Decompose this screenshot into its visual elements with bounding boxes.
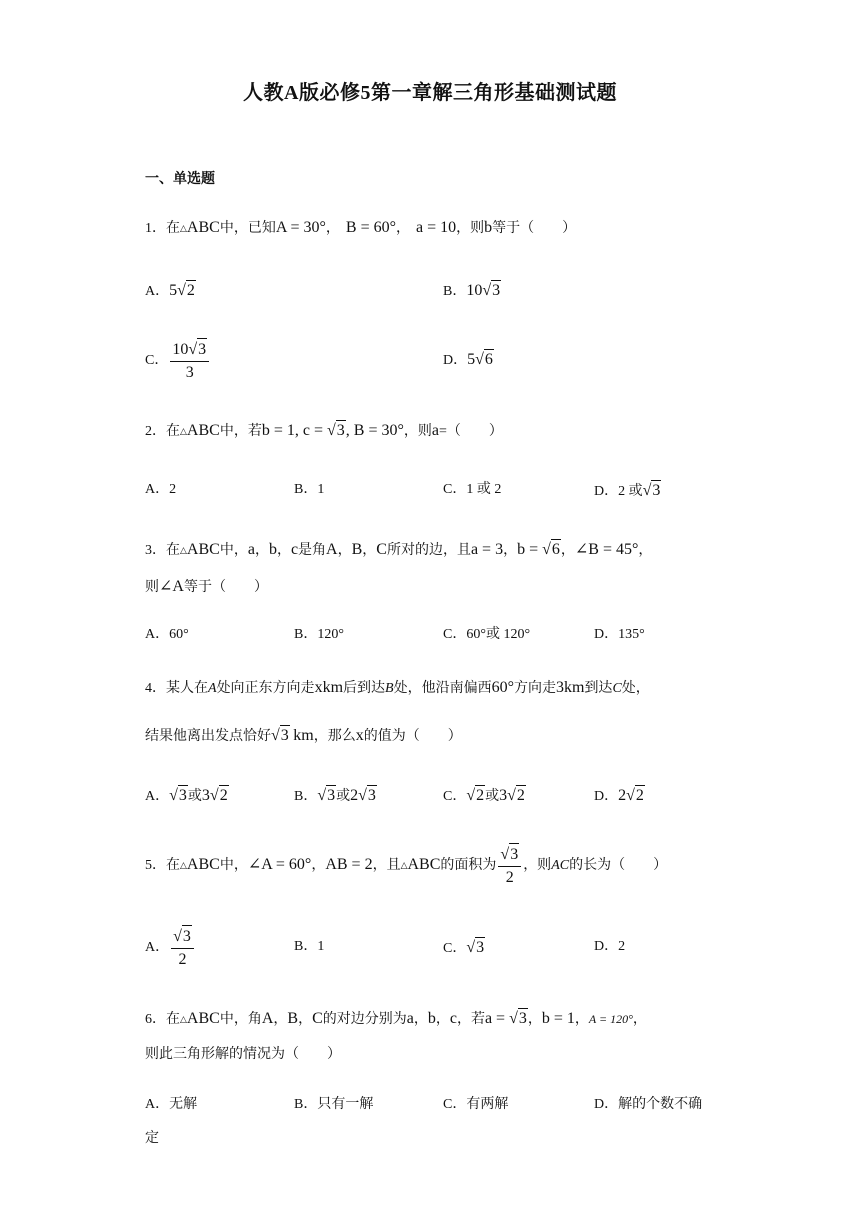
question-1-stem: 1．在△ABC中，已知A = 30°， B = 60°， a = 10，则b等于（ ）: [145, 219, 577, 236]
question-2-stem: 2．在△ABC中，若b = 1, c = √3, B = 30°，则a=（ ）: [145, 422, 503, 439]
section-heading: 一、单选题: [145, 172, 215, 187]
question-2-option-b[interactable]: B．1: [294, 482, 325, 497]
question-4-option-a[interactable]: A．√3或3√2: [145, 787, 228, 804]
question-6-option-d-wrap: 定: [145, 1131, 159, 1146]
question-5-stem: 5．在△ABC中，∠A = 60°，AB = 2，且△ABC的面积为 $\frac{√3}{2}$ ，则AC的长为（ ）: [145, 842, 667, 889]
question-3-option-d[interactable]: D．135°: [594, 627, 645, 642]
question-1-option-c[interactable]: C． $\frac{10√3}{3}$: [145, 338, 211, 384]
question-3-option-a[interactable]: A．60°: [145, 627, 189, 642]
question-6-option-a[interactable]: A．无解: [145, 1097, 198, 1112]
question-2-option-c[interactable]: C．1 或 2: [443, 482, 502, 497]
question-5-option-b[interactable]: B．1: [294, 939, 325, 954]
question-1-option-b[interactable]: B．10√3: [443, 282, 501, 299]
question-6-stem-line-2: 则此三角形解的情况为（ ）: [145, 1047, 341, 1062]
question-3-stem-line-2: 则∠A等于（ ）: [145, 578, 268, 595]
question-1-option-d[interactable]: D．5√6: [443, 351, 493, 368]
question-6-option-b[interactable]: B．只有一解: [294, 1097, 374, 1112]
question-4-option-c[interactable]: C．√2或3√2: [443, 787, 525, 804]
question-1-option-a[interactable]: A．5√2: [145, 282, 195, 299]
question-3-stem-line-1: 3．在△ABC中，a，b，c是角A，B，C所对的边，且a = 3，b = √6，∠B = 45°，: [145, 541, 653, 558]
question-6-option-c[interactable]: C．有两解: [443, 1097, 509, 1112]
question-2-option-a[interactable]: A．2: [145, 482, 177, 497]
question-3-option-b[interactable]: B．120°: [294, 627, 344, 642]
page-title: 人教A版必修5第一章解三角形基础测试题: [243, 82, 617, 104]
question-4-option-b[interactable]: B．√3或2√3: [294, 787, 376, 804]
question-4-stem-line-2: 结果他离出发点恰好√3 km，那么x的值为（ ）: [145, 727, 462, 744]
question-2-option-d[interactable]: D．2 或√3: [594, 482, 661, 499]
question-4-stem-line-1: 4．某人在A处向正东方向走xkm后到达B处，他沿南偏西60°方向走3km到达C处，: [145, 679, 650, 696]
question-3-option-c[interactable]: C．60°或 120°: [443, 627, 531, 642]
question-5-option-d[interactable]: D．2: [594, 939, 626, 954]
question-6-option-d[interactable]: D．解的个数不确: [594, 1097, 703, 1112]
question-5-option-a[interactable]: A． $\frac{√3}{2}$: [145, 925, 196, 971]
question-6-stem-line-1: 6．在△ABC中，角A，B，C的对边分别为a，b，c，若a = √3，b = 1，A = 120°，: [145, 1010, 647, 1027]
question-4-option-d[interactable]: D．2√2: [594, 787, 644, 804]
question-5-option-c[interactable]: C．√3: [443, 939, 485, 956]
